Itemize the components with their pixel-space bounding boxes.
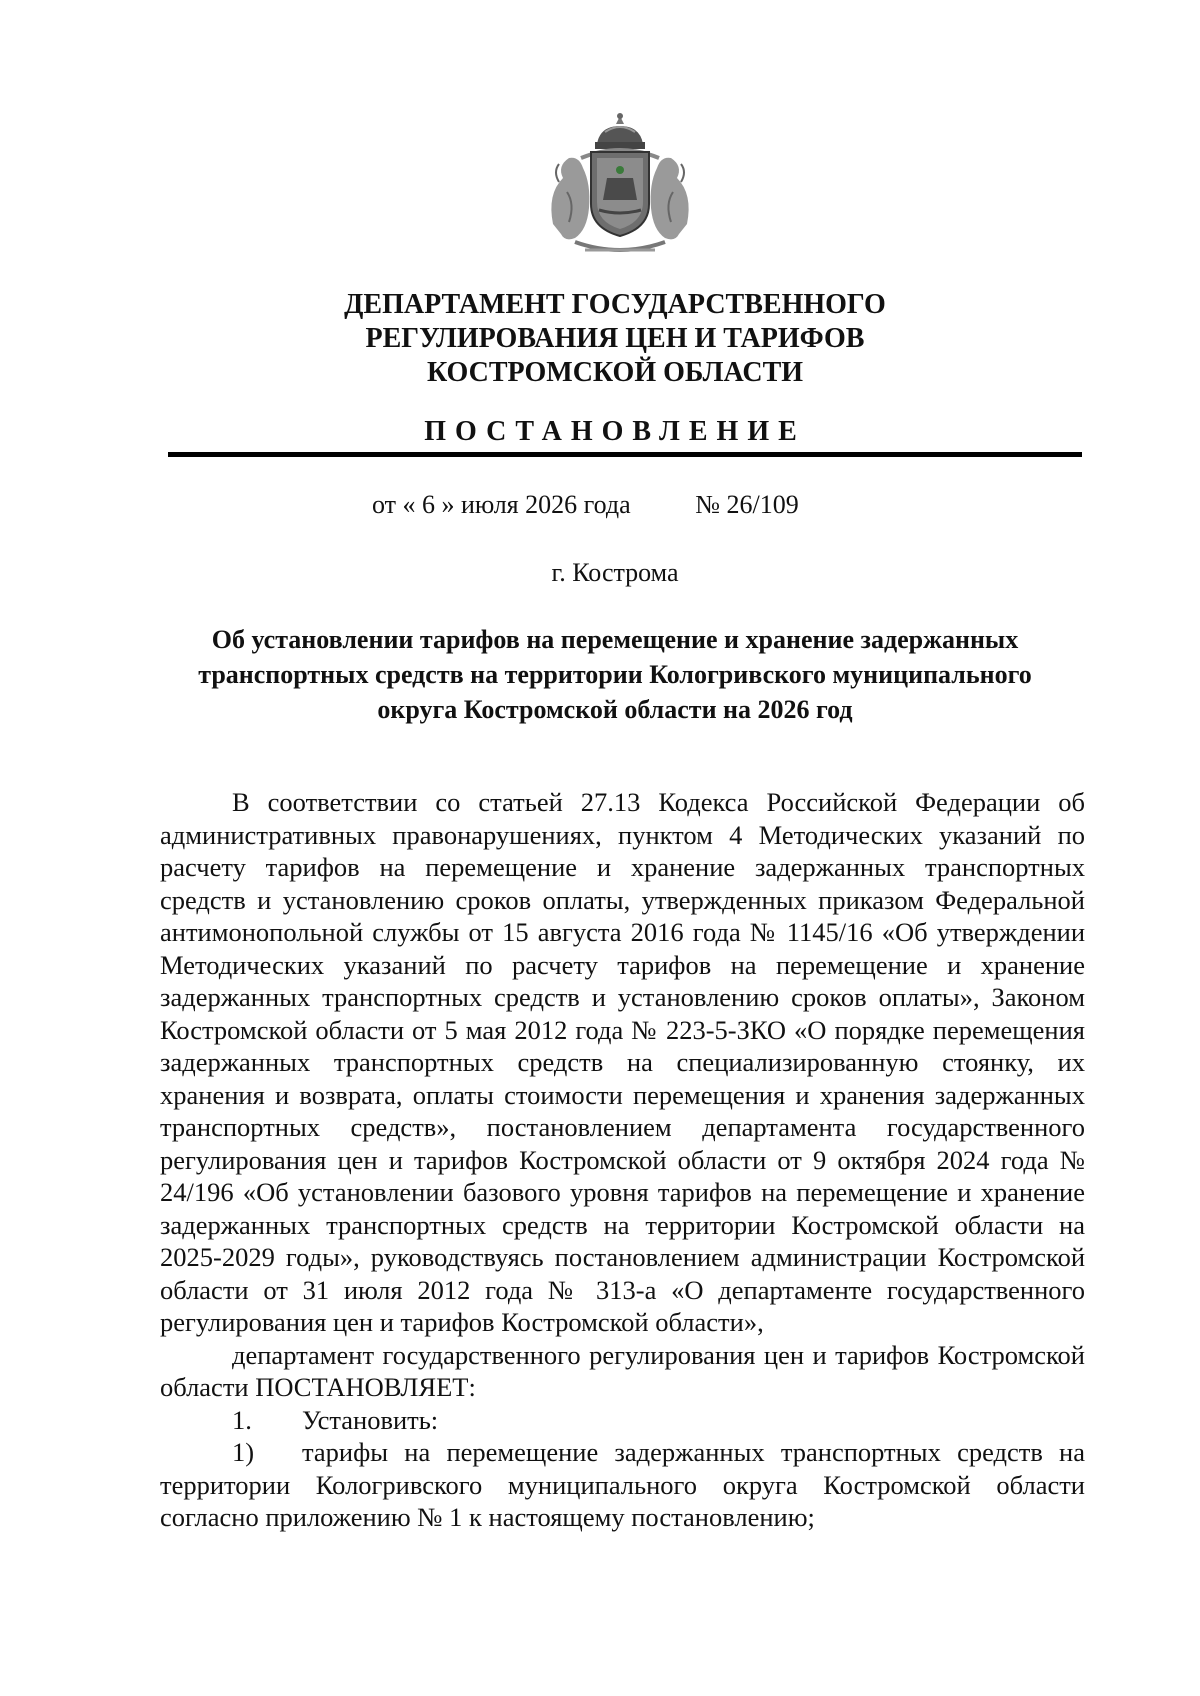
title-line: округа Костромской области на 2026 год [377, 695, 853, 724]
sub-item-number: 1) [232, 1437, 255, 1467]
title-line: транспортных средств на территории Кологривского муниципального [198, 660, 1032, 689]
document-number: № 26/109 [695, 490, 799, 519]
coat-of-arms-icon [545, 112, 695, 260]
preamble-paragraph: В соответствии со статьей 27.13 Кодекса Российской Федерации об административных правонарушениях, пунктом 4 Методических указаний по расчету тарифов на перемещение и хранение задержанных транспортных средств и установлению сроков оплаты, утвержденных приказом Федеральной антимонопольной службы от 15 августа 2016 года № 1145/16 «Об утверждении Методических указаний по расчету тарифов на перемещение и хранение задержанных транспортных средств и установлению сроков оплаты», Законом Костромской области от 5 мая 2012 года № 223-5-ЗКО «О порядке перемещения задержанных транспортных средств на специализированную стоянку, их хранения и возврата, оплаты стоимости перемещения и хранения задержанных транспортных средств», постановлением департамента государственного регулирования цен и тарифов Костромской области от 9 октября 2024 года № 24/196 «Об установлении базового уровня тарифов на перемещение и хранение задержанных транспортных средств на территории Костромской области на 2025-2029 годы», руководствуясь постановлением администрации Костромской области от 31 июля 2012 года № 313-а «О департаменте государственного регулирования цен и тарифов Костромской области», [160, 787, 1085, 1337]
sub-item-1 [160, 1436, 1085, 1534]
item-number: 1. [232, 1404, 252, 1435]
document-city: г. Кострома [551, 558, 679, 587]
item-text: Установить: [302, 1404, 439, 1435]
department-line: ДЕПАРТАМЕНТ ГОСУДАРСТВЕННОГО [344, 289, 886, 320]
document-body [160, 786, 1085, 1534]
resolves-paragraph: департамент государственного регулирования цен и тарифов Костромской области ПОСТАНОВЛЯЕТ: [160, 1339, 1085, 1402]
department-line: РЕГУЛИРОВАНИЯ ЦЕН И ТАРИФОВ [365, 323, 865, 354]
document-type: ПОСТАНОВЛЕНИЕ [424, 416, 806, 447]
list-item-1 [160, 1404, 1085, 1437]
department-line: КОСТРОМСКОЙ ОБЛАСТИ [426, 357, 804, 388]
date-number-line [372, 490, 799, 520]
department-name [200, 288, 1030, 390]
title-line: Об установлении тарифов на перемещение и хранение задержанных [211, 625, 1019, 654]
header-divider [168, 452, 1082, 457]
document-title [155, 622, 1075, 727]
document-date: от « 6 » июля 2026 года [372, 490, 631, 519]
sub-item-text: тарифы на перемещение задержанных транспортных средств на территории Кологривского муниципального округа Костромской области согласно приложению № 1 к настоящему постановлению; [160, 1437, 1085, 1532]
